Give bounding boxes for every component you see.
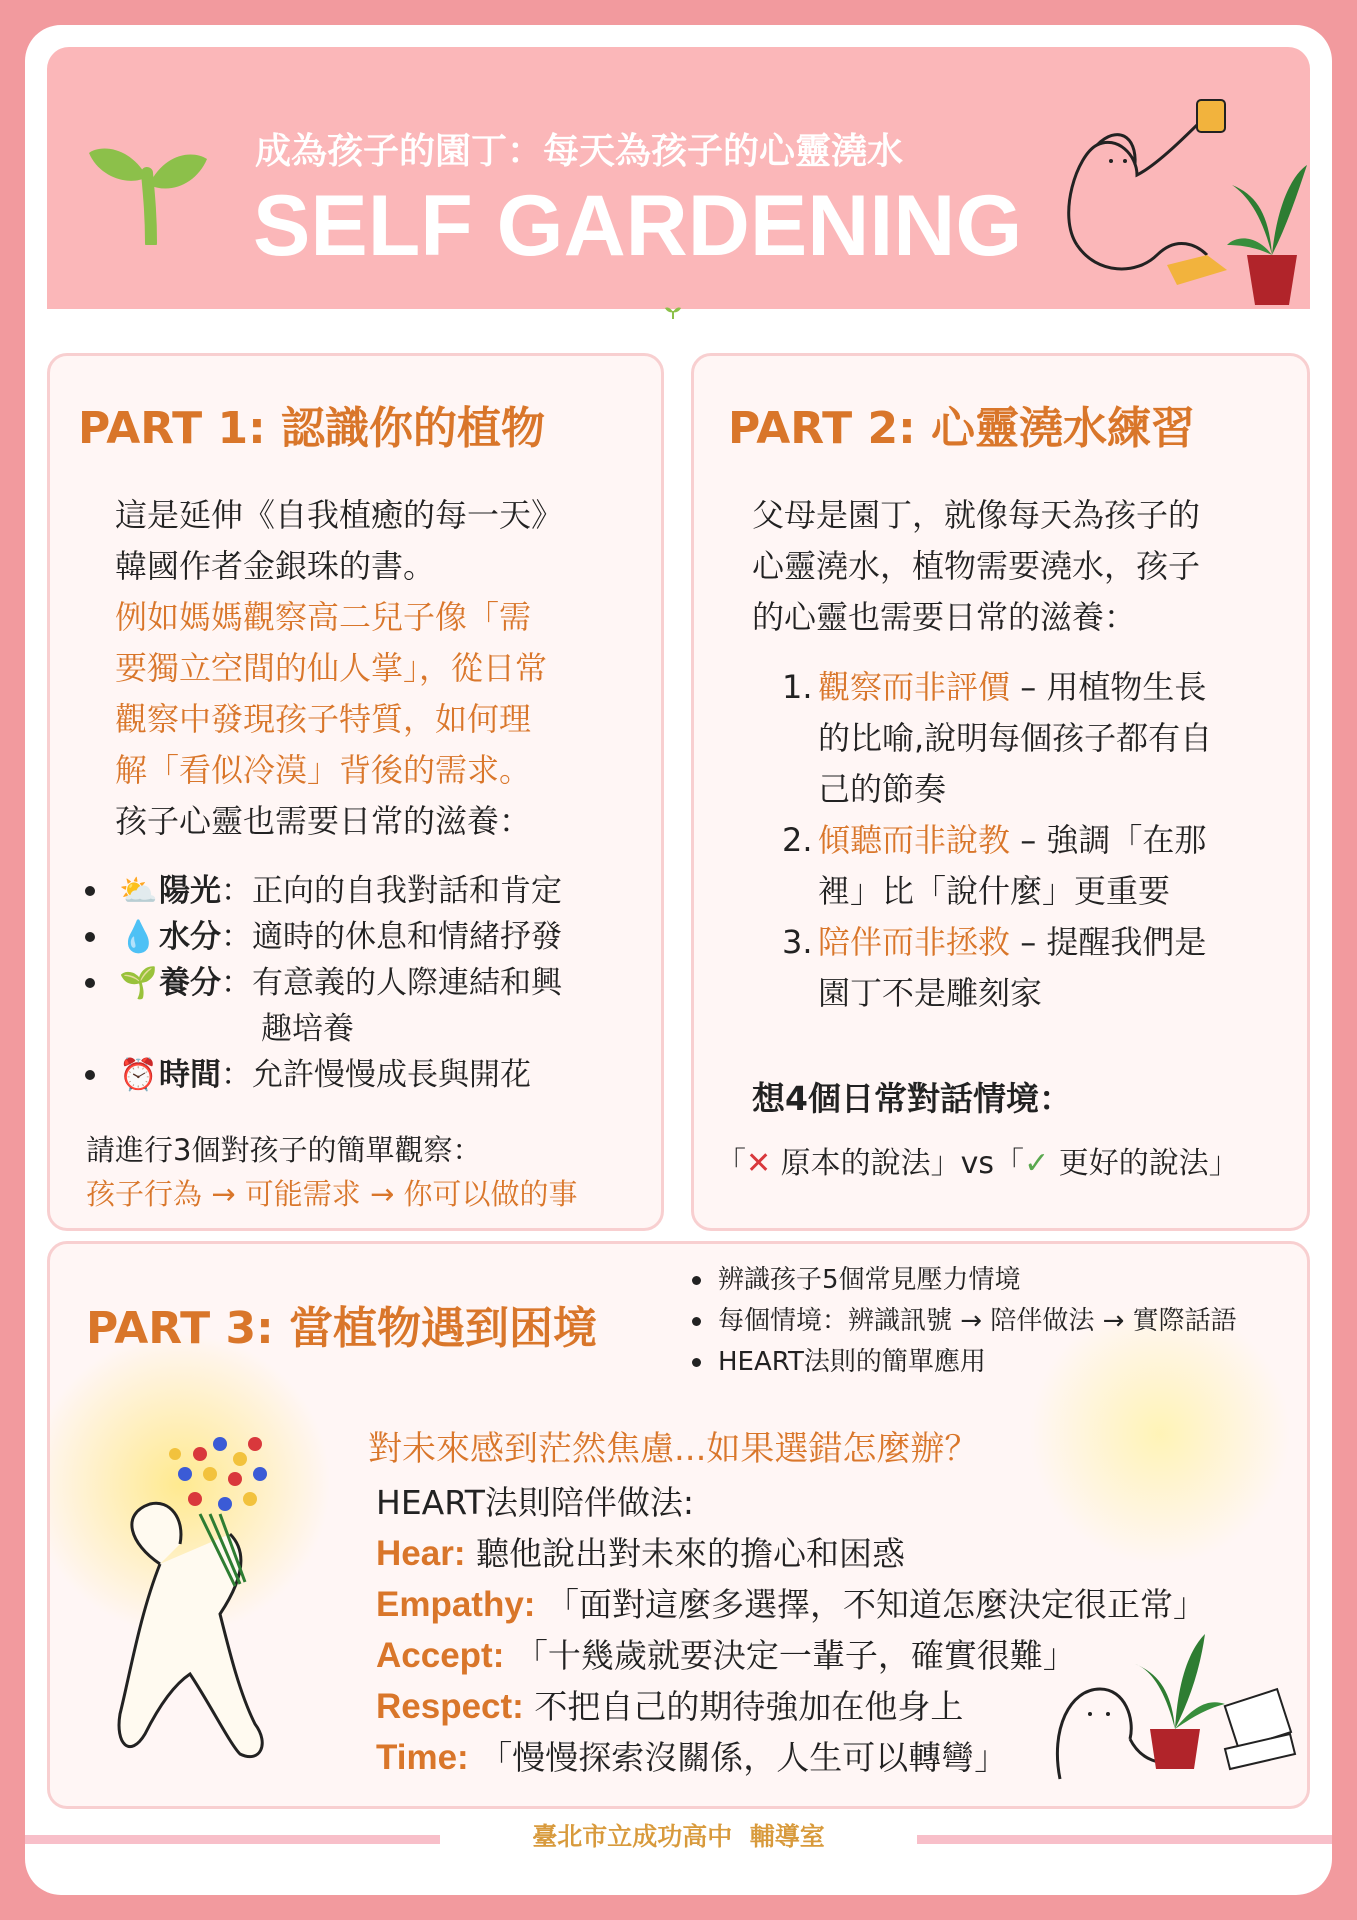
item-key: 觀察而非評價 xyxy=(818,668,1011,706)
item-cont: 裡」比「說什麼」更重要 xyxy=(818,872,1171,910)
part2-intro xyxy=(752,490,1200,643)
part3-title: PART 3: 當植物遇到困境 xyxy=(86,1303,598,1354)
heart-key: Empathy: xyxy=(376,1585,536,1624)
item-cont: 的比喻,說明每個孩子都有自 xyxy=(818,719,1213,757)
footer-text: 臺北市立成功高中 輔導室 xyxy=(532,1822,825,1851)
compare-right: 更好的說法」 xyxy=(1049,1146,1239,1181)
sun-cloud-icon: ⛅ xyxy=(119,873,158,909)
part3-bullets xyxy=(690,1260,1237,1383)
item-text: ：有意義的人際連結和興 xyxy=(221,965,562,1001)
flower-bouquet-figure-illustration xyxy=(90,1414,330,1794)
part2-card xyxy=(691,353,1310,1231)
bullet-text: 每個情境：辨識訊號 → 陪伴做法 → 實際話語 xyxy=(718,1306,1237,1336)
list-item xyxy=(83,960,653,1052)
part1-title: PART 1: 認識你的植物 xyxy=(78,403,546,454)
heart-intro: HEART法則陪伴做法: xyxy=(376,1483,695,1522)
item-number: 1. xyxy=(782,668,813,706)
list-item xyxy=(690,1260,1237,1301)
part1-intro xyxy=(115,490,563,847)
item-rest: – 強調「在那 xyxy=(1010,821,1207,859)
water-drop-icon: 💧 xyxy=(119,919,158,955)
item-label: 養分 xyxy=(159,965,221,1001)
heart-text: 聽他說出對未來的擔心和困惑 xyxy=(465,1534,905,1573)
bullet-text: HEART法則的簡單應用 xyxy=(718,1347,986,1377)
heart-text: 「十幾歲就要決定一輩子，確實很難」 xyxy=(504,1636,1076,1675)
plant-pot-figure-illustration xyxy=(1050,1609,1300,1789)
item-cont: 己的節奏 xyxy=(818,770,947,808)
heart-text: 「面對這麼多選擇，不知道怎麼決定很正常」 xyxy=(535,1585,1206,1624)
cross-icon: ✕ xyxy=(746,1146,772,1181)
bullet-text: 辨識孩子5個常見壓力情境 xyxy=(718,1265,1021,1295)
header-title: SELF GARDENING xyxy=(253,178,1023,274)
list-item xyxy=(782,662,1292,815)
item-text-continued: 趣培養 xyxy=(261,1011,354,1047)
gardener-illustration xyxy=(1057,95,1307,305)
list-item xyxy=(690,1301,1237,1342)
seedling-icon: 🌱 xyxy=(119,965,158,1001)
list-item xyxy=(782,917,1292,1019)
list-item xyxy=(690,1342,1237,1383)
list-item xyxy=(83,868,653,914)
heart-key: Time: xyxy=(376,1738,469,1777)
heart-key: Accept: xyxy=(376,1636,505,1675)
item-label: 水分 xyxy=(159,919,221,955)
part2-title: PART 2: 心靈澆水練習 xyxy=(728,403,1196,454)
small-sprout-icon xyxy=(665,303,681,319)
heart-text: 不把自己的期待強加在他身上 xyxy=(523,1687,964,1726)
check-icon: ✓ xyxy=(1024,1146,1050,1181)
part2-compare xyxy=(716,1138,1239,1189)
item-text: ：正向的自我對話和肯定 xyxy=(221,873,562,909)
part2-intro-line: 心靈澆水，植物需要澆水，孩子 xyxy=(752,547,1201,585)
item-rest: – 用植物生長 xyxy=(1010,668,1207,706)
compare-open: 「 xyxy=(716,1146,746,1181)
part1-lead: 孩子心靈也需要日常的滋養： xyxy=(115,802,532,840)
part1-example-line: 要獨立空間的仙人掌」，從日常 xyxy=(115,649,548,687)
item-text: ：允許慢慢成長與開花 xyxy=(221,1057,531,1093)
part3-card xyxy=(47,1241,1310,1809)
part2-scenario-title: 想4個日常對話情境： xyxy=(752,1079,1072,1118)
heart-text: 「慢慢探索沒關係，人生可以轉彎」 xyxy=(468,1738,1008,1777)
part1-nourish-list xyxy=(83,868,653,1098)
part1-task: 請進行3個對孩子的簡單觀察： xyxy=(86,1133,482,1167)
item-key: 傾聽而非說教 xyxy=(818,821,1011,859)
header-banner xyxy=(47,47,1310,309)
list-item xyxy=(83,914,653,960)
header-subtitle: 成為孩子的園丁：每天為孩子的心靈澆水 xyxy=(255,131,904,172)
part3-question: 對未來感到茫然焦慮...如果選錯怎麼辦？ xyxy=(368,1429,979,1469)
part1-example-line: 觀察中發現孩子特質，如何理 xyxy=(115,700,532,738)
heart-key: Respect: xyxy=(376,1687,524,1726)
item-key: 陪伴而非拯救 xyxy=(818,923,1011,961)
part1-intro-line: 韓國作者金銀珠的書。 xyxy=(115,547,436,585)
sprout-icon xyxy=(89,125,209,245)
item-rest: – 提醒我們是 xyxy=(1010,923,1207,961)
part1-flow: 孩子行為 → 可能需求 → 你可以做的事 xyxy=(86,1177,578,1211)
part1-example-line: 例如媽媽觀察高二兒子像「需 xyxy=(115,598,532,636)
item-cont: 園丁不是雕刻家 xyxy=(818,974,1043,1012)
item-label: 時間 xyxy=(159,1057,221,1093)
part1-intro-line: 這是延伸《自我植癒的每一天》 xyxy=(115,496,564,534)
item-label: 陽光 xyxy=(159,873,221,909)
compare-left: 原本的說法」vs「 xyxy=(771,1146,1025,1181)
list-item xyxy=(83,1052,653,1098)
poster xyxy=(25,25,1332,1895)
list-item xyxy=(782,815,1292,917)
part2-intro-line: 父母是園丁，就像每天為孩子的 xyxy=(752,496,1201,534)
item-text: ：適時的休息和情緒抒發 xyxy=(221,919,562,955)
part1-example-line: 解「看似冷漠」背後的需求。 xyxy=(115,751,532,789)
item-number: 2. xyxy=(782,821,813,859)
part1-card xyxy=(47,353,664,1231)
item-number: 3. xyxy=(782,923,813,961)
alarm-clock-icon: ⏰ xyxy=(119,1057,158,1093)
part2-intro-line: 的心靈也需要日常的滋養： xyxy=(752,598,1137,636)
heart-key: Hear: xyxy=(376,1534,466,1573)
heart-line xyxy=(376,1528,1206,1579)
part2-practice-list xyxy=(782,662,1292,1019)
